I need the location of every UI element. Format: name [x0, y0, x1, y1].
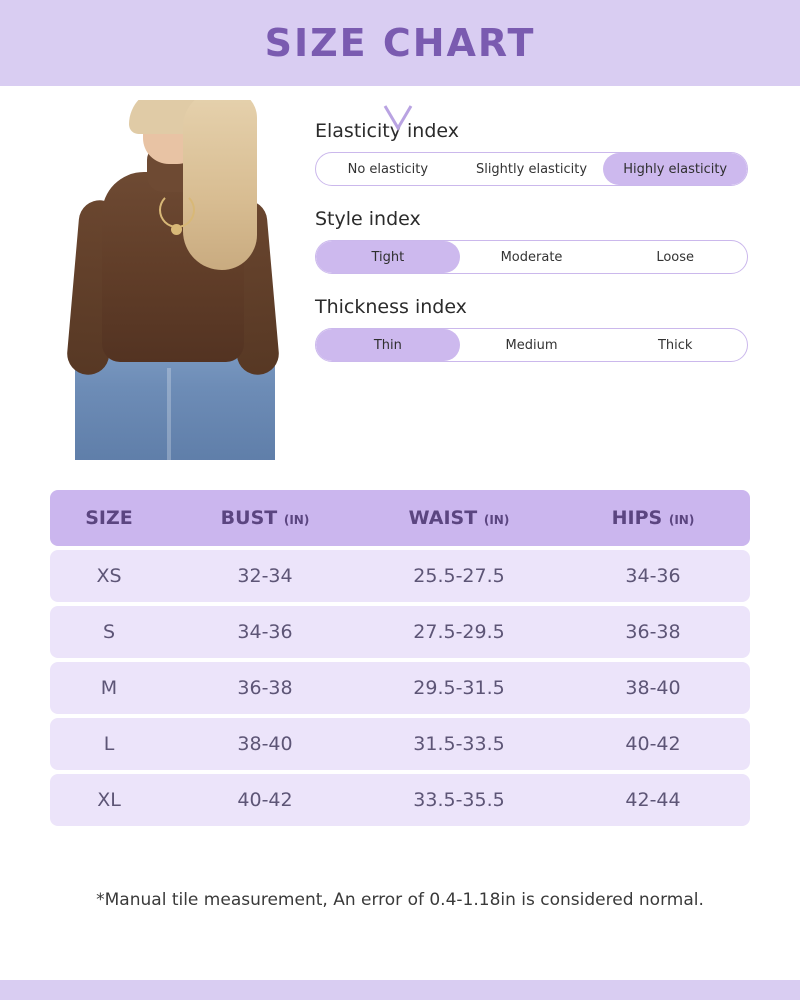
elasticity-index-title: Elasticity index — [315, 120, 459, 142]
product-photo — [55, 100, 295, 460]
necklace-shape — [159, 192, 195, 228]
style-index-title: Style index — [315, 208, 421, 230]
header-size-label: SIZE — [85, 507, 133, 529]
header-waist-unit: (IN) — [483, 513, 510, 527]
style-index-block — [315, 208, 750, 274]
cell-size: S — [50, 606, 168, 658]
cell-waist: 27.5-29.5 — [362, 606, 556, 658]
index-column — [295, 86, 800, 486]
cell-hips: 34-36 — [556, 550, 750, 602]
product-photo-column — [0, 86, 295, 486]
cell-hips: 40-42 — [556, 718, 750, 770]
bottom-accent-bar — [0, 980, 800, 1000]
cell-bust: 34-36 — [168, 606, 362, 658]
header-hips-label: HIPS — [611, 507, 663, 529]
header-hips-unit: (IN) — [668, 513, 695, 527]
thickness-index-options[interactable] — [315, 328, 748, 362]
size-table-wrapper — [0, 486, 800, 830]
header-bust-unit: (IN) — [283, 513, 310, 527]
table-header-row — [50, 490, 750, 546]
header-bust-label: BUST — [220, 507, 278, 529]
cell-waist: 31.5-33.5 — [362, 718, 556, 770]
table-row — [50, 606, 750, 658]
thickness-index-title: Thickness index — [315, 296, 467, 318]
style-option-tight[interactable]: Tight — [316, 241, 460, 273]
table-row — [50, 718, 750, 770]
thickness-option-medium[interactable]: Medium — [505, 337, 558, 353]
chevron-down-icon — [381, 102, 415, 136]
elasticity-option-highly[interactable]: Highly elasticity — [603, 153, 747, 185]
cell-waist: 33.5-35.5 — [362, 774, 556, 826]
measurement-footnote: *Manual tile measurement, An error of 0.4-1.18in is considered normal. — [96, 890, 704, 910]
cell-size: L — [50, 718, 168, 770]
header-waist-label: WAIST — [408, 507, 478, 529]
thickness-option-thick[interactable]: Thick — [657, 337, 693, 353]
top-section — [0, 86, 800, 486]
table-row — [50, 550, 750, 602]
style-index-options[interactable] — [315, 240, 748, 274]
thickness-option-thin[interactable]: Thin — [316, 329, 460, 361]
cell-hips: 36-38 — [556, 606, 750, 658]
cell-bust: 32-34 — [168, 550, 362, 602]
page-header — [0, 0, 800, 86]
elasticity-option-slightly[interactable]: Slightly elasticity — [475, 161, 588, 177]
cell-size: XL — [50, 774, 168, 826]
cell-size: XS — [50, 550, 168, 602]
cell-waist: 25.5-27.5 — [362, 550, 556, 602]
elasticity-option-no[interactable]: No elasticity — [347, 161, 429, 177]
cell-hips: 42-44 — [556, 774, 750, 826]
cell-waist: 29.5-31.5 — [362, 662, 556, 714]
model-hair-shape — [183, 100, 257, 270]
cell-size: M — [50, 662, 168, 714]
header-hips — [556, 490, 750, 546]
page-title: SIZE CHART — [264, 21, 536, 65]
style-option-loose[interactable]: Loose — [656, 249, 695, 265]
pendant-shape — [171, 224, 182, 235]
cell-bust: 38-40 — [168, 718, 362, 770]
header-size — [50, 490, 168, 546]
cell-bust: 36-38 — [168, 662, 362, 714]
thickness-index-block — [315, 296, 750, 362]
table-row — [50, 662, 750, 714]
header-bust — [168, 490, 362, 546]
cell-hips: 38-40 — [556, 662, 750, 714]
style-option-moderate[interactable]: Moderate — [500, 249, 563, 265]
size-table-body — [50, 550, 750, 826]
elasticity-index-options[interactable] — [315, 152, 748, 186]
cell-bust: 40-42 — [168, 774, 362, 826]
size-table — [50, 486, 750, 830]
table-row — [50, 774, 750, 826]
header-waist — [362, 490, 556, 546]
size-table-head — [50, 490, 750, 546]
